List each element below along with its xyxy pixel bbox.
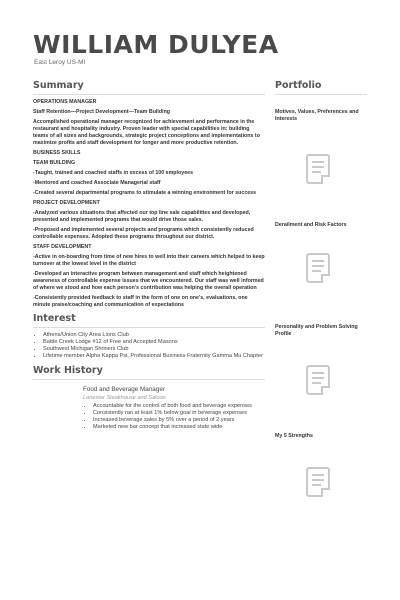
portfolio-item-label[interactable]: Motives, Values, Preferences and Interests — [275, 109, 359, 122]
interest-item: • Athens/Union City Area Lions Club — [43, 332, 265, 339]
portfolio-heading: Portfolio — [275, 80, 367, 95]
interest-item: • Lifetime member Alpha Kappa Psi, Professional Business Fraternity Gamma Mu Chapter — [43, 353, 265, 360]
job-entry — [33, 380, 265, 431]
summary-line: TEAM BUILDING — [33, 160, 76, 166]
document-icon[interactable] — [306, 467, 330, 497]
document-icon[interactable] — [306, 365, 330, 395]
summary-line: -Taught, trained and coached staffs in excess of 100 employees — [33, 170, 194, 176]
summary-line: -Active in on-boarding from time of new hires to well into their careers which helped to keep turnover at the lowest level in the district — [33, 254, 265, 267]
summary-line: Staff Retention—Project Development—Team Building — [33, 109, 171, 115]
job-bullet: • Marketed new bar concept that increased state wide — [93, 424, 265, 431]
interest-heading: Interest — [33, 313, 265, 328]
work-history-heading: Work History — [33, 365, 265, 380]
document-icon[interactable] — [306, 253, 330, 283]
summary-line: -Consistently provided feedback to staff in the form of one on one's, evaluations, one minute praise/coaching and communication of expectations — [33, 295, 248, 308]
document-icon[interactable] — [306, 154, 330, 184]
portfolio-column — [275, 80, 367, 497]
portfolio-item-label[interactable]: Derailment and Risk Factors — [275, 222, 347, 228]
portfolio-item-label[interactable]: Personality and Problem Solving Profile — [275, 324, 358, 337]
portfolio-item-label[interactable]: My 5 Strengths — [275, 433, 313, 439]
summary-line: -Mentored and coached Associate Managerial staff — [33, 180, 161, 186]
interest-list — [33, 328, 265, 360]
interest-item: • Battle Creek Lodge #12 of Free and Accepted Masons — [43, 339, 265, 346]
candidate-location: East Leroy US-MI — [34, 59, 86, 66]
portfolio-item[interactable] — [275, 184, 367, 283]
summary-content — [33, 95, 265, 309]
summary-line: -Proposed and implemented several projects and programs which consistently reduced controllable expenses. Adopted these programs throughout our district. — [33, 227, 254, 240]
portfolio-item[interactable] — [275, 95, 367, 184]
interest-item: • Southwest Michigan Shriners Club — [43, 346, 265, 353]
job-title: Food and Beverage Manager — [83, 386, 165, 393]
job-bullet: • Consistently ran at least 1% below goal in beverage expenses — [93, 410, 265, 417]
job-bullets — [83, 402, 265, 431]
main-column — [33, 80, 265, 431]
job-bullet: • Accountable for the control of both food and beverage expenses — [93, 403, 265, 410]
summary-line: OPERATIONS MANAGER — [33, 99, 97, 105]
portfolio-item[interactable] — [275, 283, 367, 395]
summary-line: Accomplished operational manager recognized for achievement and performance in the restaurant and hospitality industry. Proven leader with special capabilities in: building teams of all sizes and backgrounds, strategic project conceptions and implementations to maximize profits and staff development for longer and more productive retention. — [33, 119, 260, 146]
job-company: Lonestar Steakhouse and Saloon — [83, 395, 166, 401]
summary-line: -Created several departmental programs to stimulate a winning environment for success — [33, 190, 257, 196]
summary-line: BUSINESS SKILLS — [33, 150, 81, 156]
summary-line: -Analyzed various situations that affected our top line sale capabilities and developed, presented and implemented programs that would drive those sales. — [33, 210, 251, 223]
summary-line: STAFF DEVELOPMENT — [33, 244, 92, 250]
summary-line: -Developed an interactive program between management and staff which heightened awareness of controllable expense issues that we encountered. Our staff was well informed of where we stood and how each person's contribution was helping the overall operation — [33, 271, 264, 291]
job-bullet: • Increased beverage sales by 5% over a period of 2 years — [93, 417, 265, 424]
candidate-name: WILLIAM DULYEA — [33, 30, 279, 59]
portfolio-item[interactable] — [275, 395, 367, 497]
summary-line: PROJECT DEVELOPMENT — [33, 200, 100, 206]
summary-heading: Summary — [33, 80, 265, 95]
